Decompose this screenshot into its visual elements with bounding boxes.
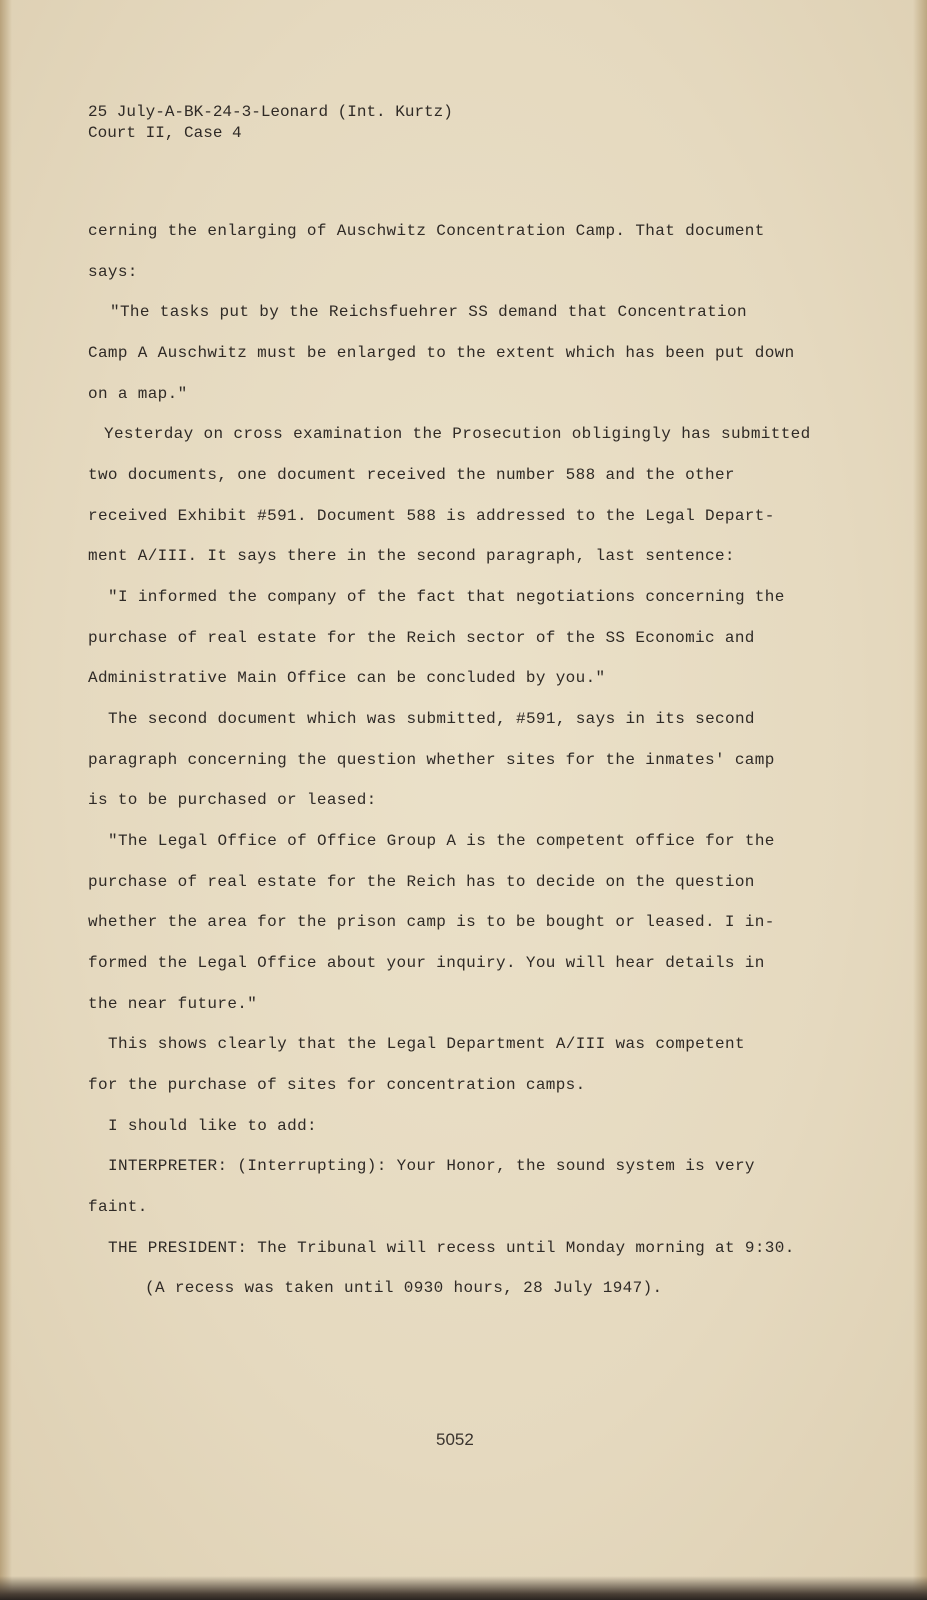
body-line-19: formed the Legal Office about your inquiry. You will hear details in bbox=[88, 954, 765, 972]
body-line-2: says: bbox=[88, 263, 138, 281]
body-line-4: Camp A Auschwitz must be enlarged to the extent which has been put down bbox=[88, 344, 795, 362]
body-line-26: THE PRESIDENT: The Tribunal will recess until Monday morning at 9:30. bbox=[108, 1239, 795, 1257]
body-line-20: the near future." bbox=[88, 995, 258, 1013]
body-line-13: The second document which was submitted, #591, says in its second bbox=[108, 710, 755, 728]
body-line-10: "I informed the company of the fact that negotiations concerning the bbox=[108, 588, 785, 606]
body-line-3: "The tasks put by the Reichsfuehrer SS demand that Concentration bbox=[110, 303, 747, 321]
body-line-27: (A recess was taken until 0930 hours, 28 July 1947). bbox=[145, 1279, 663, 1297]
body-line-14: paragraph concerning the question whether sites for the inmates' camp bbox=[88, 751, 775, 769]
body-line-9: ment A/III. It says there in the second paragraph, last sentence: bbox=[88, 547, 735, 565]
body-line-12: Administrative Main Office can be concluded by you." bbox=[88, 669, 606, 687]
body-line-22: for the purchase of sites for concentration camps. bbox=[88, 1076, 586, 1094]
page-number: 5052 bbox=[436, 1430, 474, 1449]
body-line-11: purchase of real estate for the Reich sector of the SS Economic and bbox=[88, 629, 755, 647]
body-line-18: whether the area for the prison camp is to be bought or leased. I in- bbox=[88, 913, 775, 931]
header-line-1: 25 July-A-BK-24-3-Leonard (Int. Kurtz) bbox=[88, 103, 453, 121]
body-line-1: cerning the enlarging of Auschwitz Concentration Camp. That document bbox=[88, 222, 765, 240]
document-header bbox=[88, 102, 453, 144]
page-edge-bottom bbox=[0, 1576, 927, 1600]
body-line-5: on a map." bbox=[88, 385, 188, 403]
body-line-8: received Exhibit #591. Document 588 is addressed to the Legal Depart- bbox=[88, 507, 775, 525]
body-line-7: two documents, one document received the number 588 and the other bbox=[88, 466, 735, 484]
body-line-23: I should like to add: bbox=[108, 1117, 317, 1135]
body-line-15: is to be purchased or leased: bbox=[88, 791, 377, 809]
body-line-6: Yesterday on cross examination the Prosecution obligingly has submitted bbox=[104, 425, 811, 443]
body-line-24: INTERPRETER: (Interrupting): Your Honor, the sound system is very bbox=[108, 1157, 755, 1175]
body-line-17: purchase of real estate for the Reich has to decide on the question bbox=[88, 873, 755, 891]
page-edge-left bbox=[0, 0, 12, 1600]
body-line-16: "The Legal Office of Office Group A is the competent office for the bbox=[108, 832, 775, 850]
body-line-25: faint. bbox=[88, 1198, 148, 1216]
body-line-21: This shows clearly that the Legal Department A/III was competent bbox=[108, 1035, 745, 1053]
header-line-2: Court II, Case 4 bbox=[88, 124, 242, 142]
page-edge-right bbox=[913, 0, 927, 1600]
